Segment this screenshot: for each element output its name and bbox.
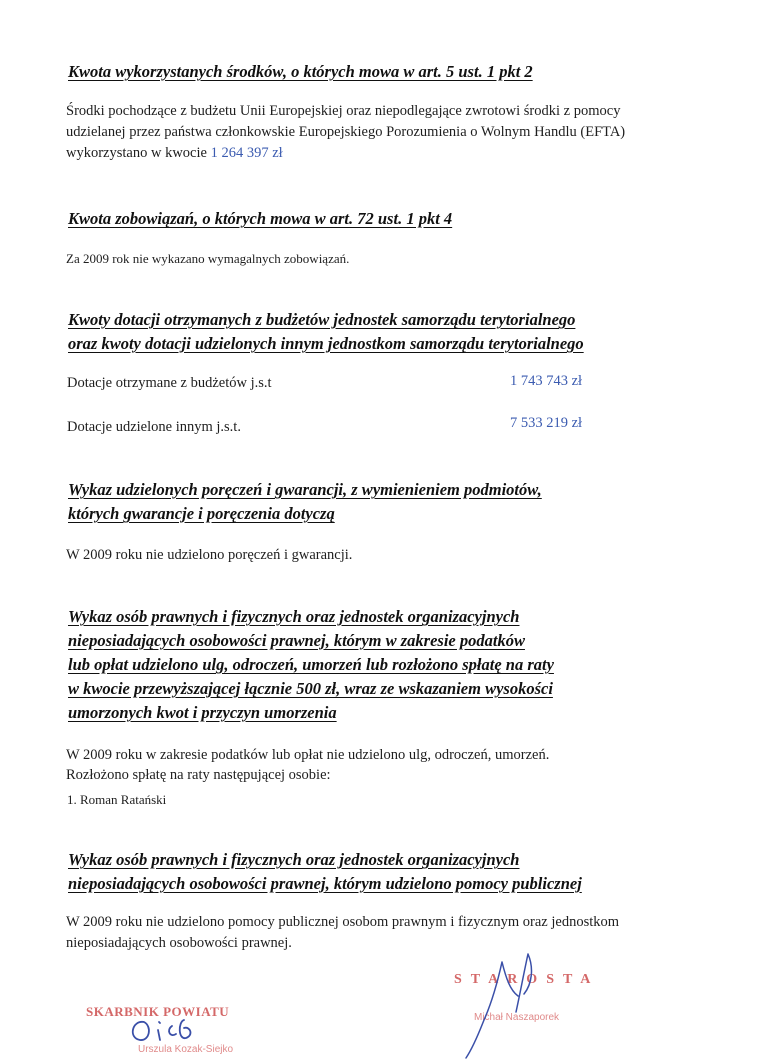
heading-subsidies [68,308,584,356]
amount-funds-used: 1 264 397 zł [210,145,283,161]
heading-line: których gwarancje i poręczenia dotyczą [68,504,335,523]
treasurer-title: SKARBNIK POWIATU [86,1004,230,1019]
heading-line: umorzonych kwot i przyczyn umorzenia [68,703,337,722]
treasurer-name: Urszula Kozak-Siejko [138,1044,234,1055]
heading-tax-relief [68,605,554,725]
heading-public-aid [68,848,582,896]
subsidies-received-label: Dotacje otrzymane z budżetów j.s.t [67,375,272,391]
paragraph-line: Rozłożono spłatę na raty następującej osobie: [66,767,331,783]
list-item-person: 1. Roman Ratański [67,792,167,807]
heading-line: w kwocie przewyższającej łącznie 500 zł, wraz ze wskazaniem wysokości [68,679,553,698]
paragraph-public-aid [66,912,619,954]
starosta-signature-icon [440,950,640,1060]
heading-line: lub opłat udzielono ulg, odroczeń, umorzeń lub rozłożono spłatę na raty [68,655,554,674]
paragraph-line: nieposiadających osobowości prawnej. [66,935,292,951]
starosta-name: Michał Naszaporek [474,1012,560,1023]
paragraph-funds-used [66,101,625,164]
heading-line: oraz kwoty dotacji udzielonych innym jednostkom samorządu terytorialnego [68,334,584,353]
subsidies-received-value: 1 743 743 zł [510,373,583,389]
paragraph-text: wykorzystano w kwocie [66,145,207,161]
heading-line: Wykaz osób prawnych i fizycznych oraz jednostek organizacyjnych [68,850,520,869]
heading-line: Wykaz udzielonych poręczeń i gwarancji, z wymienieniem podmiotów, [68,480,542,499]
subsidies-granted-value: 7 533 219 zł [510,415,583,431]
heading-line: nieposiadających osobowości prawnej, którym w zakresie podatków [68,631,525,650]
treasurer-signature-icon [80,1000,280,1060]
paragraph-line: Środki pochodzące z budżetu Unii Europejskiej oraz niepodlegające zwrotowi środki z pomocy [66,103,621,119]
heading-line: Kwoty dotacji otrzymanych z budżetów jednostek samorządu terytorialnego [68,310,576,329]
paragraph-line: W 2009 roku nie udzielono pomocy publicznej osobom prawnym i fizycznym oraz jednostkom [66,914,620,930]
paragraph-line: W 2009 roku w zakresie podatków lub opłat nie udzielono ulg, odroczeń, umorzeń. [66,747,550,763]
treasurer-stamp [80,1000,280,1060]
paragraph-guarantees [66,545,352,566]
heading-guarantees [68,478,542,526]
paragraph-line: W 2009 roku nie udzielono poręczeń i gwarancji. [66,547,353,563]
subsidies-granted-label: Dotacje udzielone innym j.s.t. [67,419,241,435]
heading-line: Kwota wykorzystanych środków, o których mowa w art. 5 ust. 1 pkt 2 [68,62,533,81]
heading-line: nieposiadających osobowości prawnej, którym udzielono pomocy publicznej [68,874,582,893]
paragraph-liabilities [66,248,349,269]
paragraph-tax-relief [66,745,549,785]
heading-line: Wykaz osób prawnych i fizycznych oraz jednostek organizacyjnych [68,607,520,626]
starosta-stamp [440,950,640,1060]
starosta-title: STAROSTA [454,972,600,987]
heading-liabilities [68,207,452,231]
paragraph-line [66,143,625,164]
paragraph-line: udzielanej przez państwa członkowskie Europejskiego Porozumienia o Wolnym Handlu (EFTA) [66,124,626,140]
paragraph-line: Za 2009 rok nie wykazano wymagalnych zobowiązań. [66,251,350,266]
heading-line: Kwota zobowiązań, o których mowa w art. 72 ust. 1 pkt 4 [68,209,453,228]
heading-funds-used [68,60,533,84]
